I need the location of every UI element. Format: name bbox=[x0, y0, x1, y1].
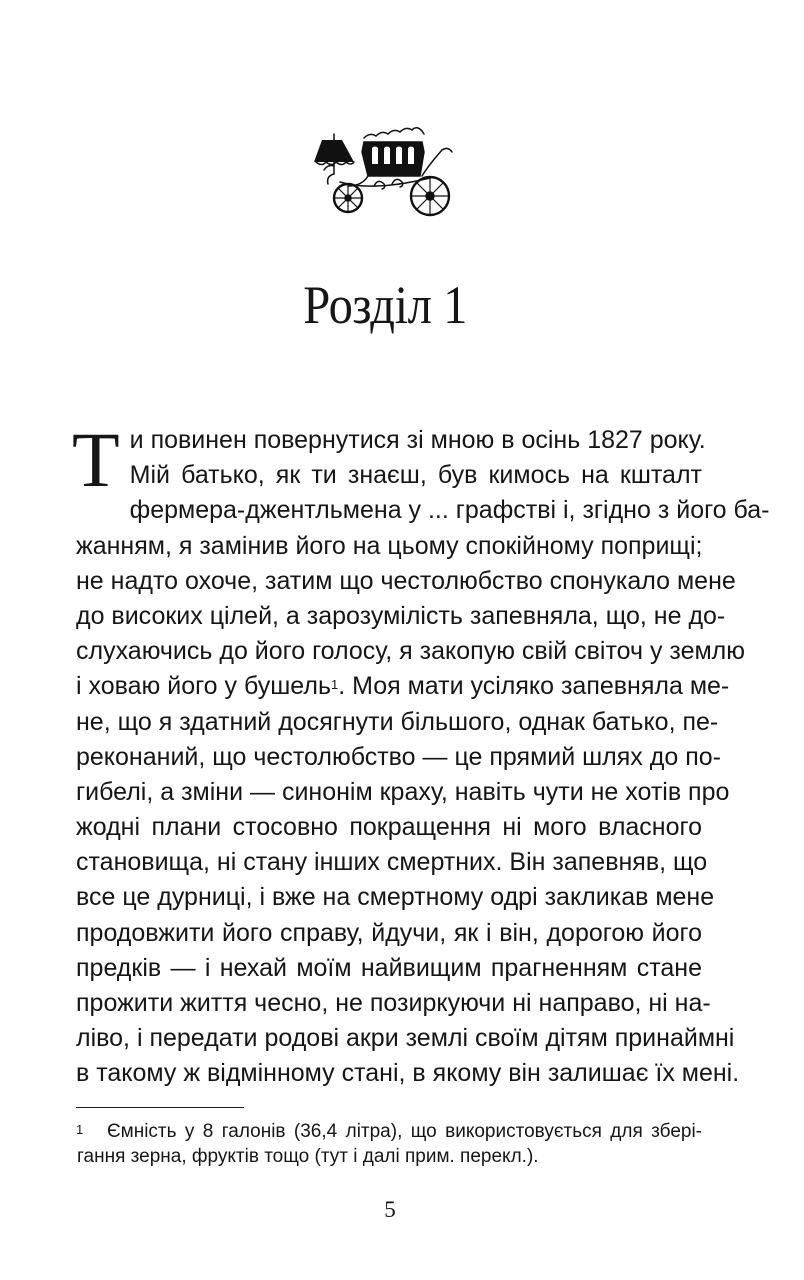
body-line: ліво, і передати родові акри землі своїм дітям принаймні bbox=[76, 1024, 735, 1053]
body-line: до високих цілей, а зарозумілість запевняла, що, не до- bbox=[76, 601, 726, 630]
footnote-reference[interactable]: 1 bbox=[330, 677, 339, 693]
body-line: все це дурниці, і вже на смертному одрі закликав мене bbox=[76, 883, 715, 912]
body-line: прожити життя чесно, не позиркуючи ні направо, ні на- bbox=[76, 989, 711, 1017]
page-number: 5 bbox=[384, 1197, 396, 1222]
body-line: в такому ж відмінному стані, в якому він залишає їх мені. bbox=[76, 1059, 740, 1088]
body-line: не, що я здатний досягнути більшого, однак батько, пе- bbox=[76, 707, 719, 736]
body-line: реконаний, що честолюбство — це прямий шлях до по- bbox=[76, 742, 721, 771]
body-line bbox=[76, 458, 702, 493]
footnote-line: гання зерна, фруктів тощо (тут і далі прим. перекл.). bbox=[77, 1146, 539, 1167]
drop-cap: Т bbox=[72, 416, 120, 503]
lamp-and-carriage-icon bbox=[312, 126, 460, 218]
body-line: становища, ні стану інших смертних. Він запевняв, що bbox=[76, 848, 708, 877]
body-line: продовжити його справу, йдучи, як і він, дорогою його bbox=[76, 918, 702, 947]
body-line: и повинен повернутися зі мною в осінь 1827 року. bbox=[129, 426, 706, 454]
chapter-body bbox=[72, 416, 770, 1092]
body-line-text: Мій батько, як ти знаєш, був кимось на кшталт bbox=[129, 461, 702, 490]
body-line: слухаючись до його голосу, я закопую свій світоч у землю bbox=[76, 637, 746, 666]
body-line-text: і ховаю його у бушель bbox=[76, 672, 331, 701]
body-line-text: . Моя мати усіляко запевняла ме- bbox=[338, 672, 730, 701]
chapter-title: Розділ 1 bbox=[303, 275, 467, 335]
footnote-divider bbox=[76, 1107, 244, 1108]
footnote-line: Ємність у 8 галонів (36,4 літра), що використовується для збері- bbox=[107, 1121, 702, 1142]
body-line: жодні плани стосовно покращення ні мого власного bbox=[76, 813, 702, 842]
body-line bbox=[76, 669, 730, 704]
footnote bbox=[76, 1119, 702, 1169]
body-line: не надто охоче, затим що честолюбство спонукало мене bbox=[76, 566, 736, 595]
body-line: предків — і нехай моїм найвищим прагненням стане bbox=[76, 953, 702, 982]
body-line: фермера-джентльмена у ... графстві і, згідно з його ба- bbox=[129, 496, 770, 525]
body-line: гибелі, а зміни — синонім краху, навіть чути не хотів про bbox=[76, 777, 730, 806]
footnote-mark: 1 bbox=[76, 1122, 84, 1137]
body-line: жанням, я замінив його на цьому спокійному поприщі; bbox=[76, 531, 703, 560]
